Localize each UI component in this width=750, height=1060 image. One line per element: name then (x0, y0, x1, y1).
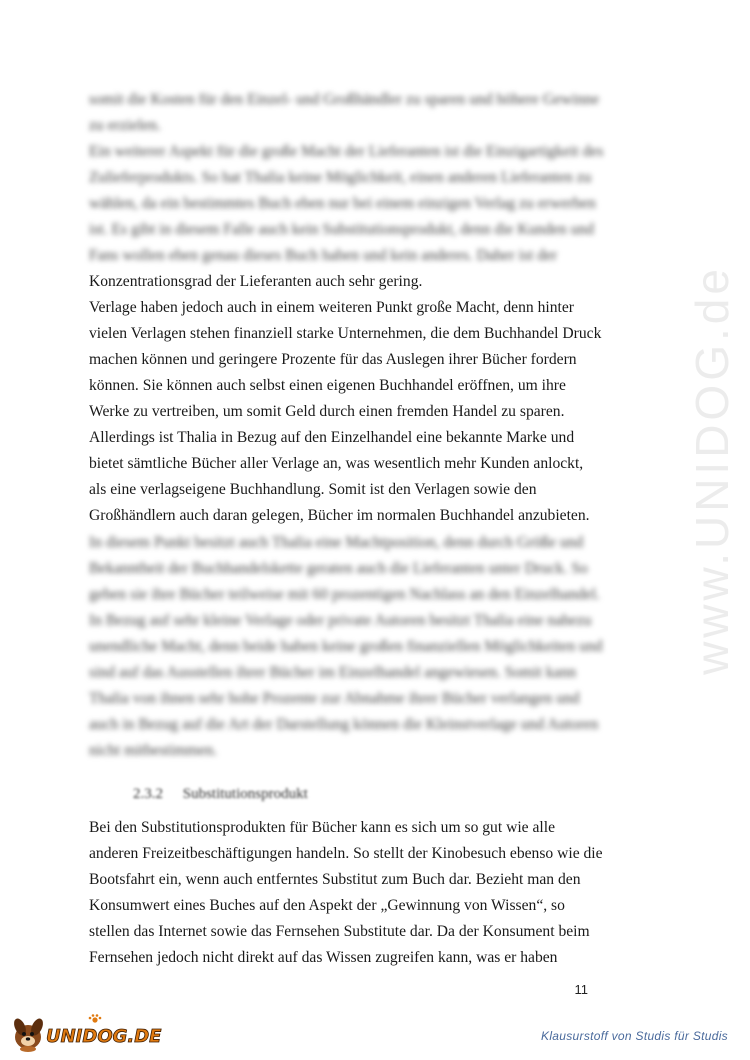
text-line: zu erzielen. (89, 117, 161, 134)
text-line: Bei den Substitutionsprodukten für Bücher kann es sich um so gut wie alle (89, 819, 556, 836)
text-line: somit die Kosten für den Einzel- und Großhändler zu sparen und höhere Gewinne (89, 91, 600, 108)
page-number: 11 (574, 982, 588, 997)
text-line: Werke zu vertreiben, um somit Geld durch einen fremden Handel zu sparen. (89, 403, 565, 420)
text-line: In diesem Punkt besitzt auch Thalia eine Machtposition, denn durch Größe und (89, 534, 584, 551)
text-line: Fans wollen eben genau dieses Buch haben und kein anderes. Daher ist der (89, 247, 558, 264)
text-line: geben sie ihre Bücher teilweise mit 60 prozentigen Nachlass an den Einzelhandel. (89, 586, 600, 603)
text-line: können. Sie können auch selbst einen eigenen Buchhandel eröffnen, um ihre (89, 377, 566, 394)
text-line: Konzentrationsgrad der Lieferanten auch sehr gering. (89, 273, 423, 290)
text-line: Bootsfahrt ein, wenn auch entferntes Substitut zum Buch dar. Bezieht man den (89, 871, 581, 888)
text-line: Bekanntheit der Buchhandelskette geraten auch die Lieferanten unter Druck. So (89, 560, 588, 577)
text-line: Großhändlern auch daran gelegen, Bücher im normalen Buchhandel anzubieten. (89, 507, 590, 524)
section-title: Substitutionsprodukt (182, 786, 308, 802)
section-heading (133, 783, 308, 805)
text-line: vielen Verlagen stehen finanziell starke Unternehmen, die dem Buchhandel Druck (89, 325, 602, 342)
text-line: Allerdings ist Thalia in Bezug auf den Einzelhandel eine bekannte Marke und (89, 429, 575, 446)
dog-mascot-icon (6, 1012, 176, 1054)
text-line: wählen, da ein bestimmtes Buch eben nur bei einem einzigen Verlag zu erwerben (89, 195, 596, 212)
text-line: ist. Es gibt in diesem Falle auch kein Substitutionsprodukt, denn die Kunden und (89, 221, 595, 238)
text-line: Zulieferprodukts. So hat Thalia keine Möglichkeit, einen anderen Lieferanten zu (89, 169, 592, 186)
text-line: Verlage haben jedoch auch in einem weiteren Punkt große Macht, denn hinter (89, 299, 574, 316)
unidog-logo[interactable] (6, 1012, 176, 1054)
text-line: unendliche Macht, denn beide haben keine großen finanziellen Möglichkeiten und (89, 638, 603, 655)
text-line: In Bezug auf sehr kleine Verlage oder private Autoren besitzt Thalia eine nahezu (89, 612, 592, 629)
logo-text: UNIDOG.DE (46, 1026, 162, 1047)
watermark: www.UNIDOG.de (686, 265, 738, 675)
text-line: als eine verlagseigene Buchhandlung. Somit ist den Verlagen sowie den (89, 481, 537, 498)
text-line: auch in Bezug auf die Art der Darstellung können die Kleinstverlage und Autoren (89, 716, 599, 733)
text-line: machen können und geringere Prozente für das Auslegen ihrer Bücher fordern (89, 351, 577, 368)
text-line: bietet sämtliche Bücher aller Verlage an, was wesentlich mehr Kunden anlockt, (89, 455, 584, 472)
section-number: 2.3.2 (133, 786, 163, 802)
text-line: anderen Freizeitbeschäftigungen handeln. So stellt der Kinobesuch ebenso wie die (89, 845, 603, 862)
text-line: Fernsehen jedoch nicht direkt auf das Wissen zugreifen kann, was er haben (89, 949, 558, 966)
text-line: Thalia von ihnen sehr hohe Prozente zur Abnahme ihrer Bücher verlangen und (89, 690, 580, 707)
text-line: nicht mitbestimmen. (89, 742, 218, 759)
text-line: stellen das Internet sowie das Fernsehen Substitute dar. Da der Konsument beim (89, 923, 590, 940)
footer-tagline: Klausurstoff von Studis für Studis (541, 1029, 728, 1043)
text-line: sind auf das Ausstellen ihrer Bücher im Einzelhandel angewiesen. Somit kann (89, 664, 577, 681)
paw-print-icon (89, 1014, 102, 1022)
text-line: Konsumwert eines Buches auf den Aspekt der „Gewinnung von Wissen“, so (89, 897, 565, 914)
text-line: Ein weiterer Aspekt für die große Macht der Lieferanten ist die Einzigartigkeit des (89, 143, 604, 160)
